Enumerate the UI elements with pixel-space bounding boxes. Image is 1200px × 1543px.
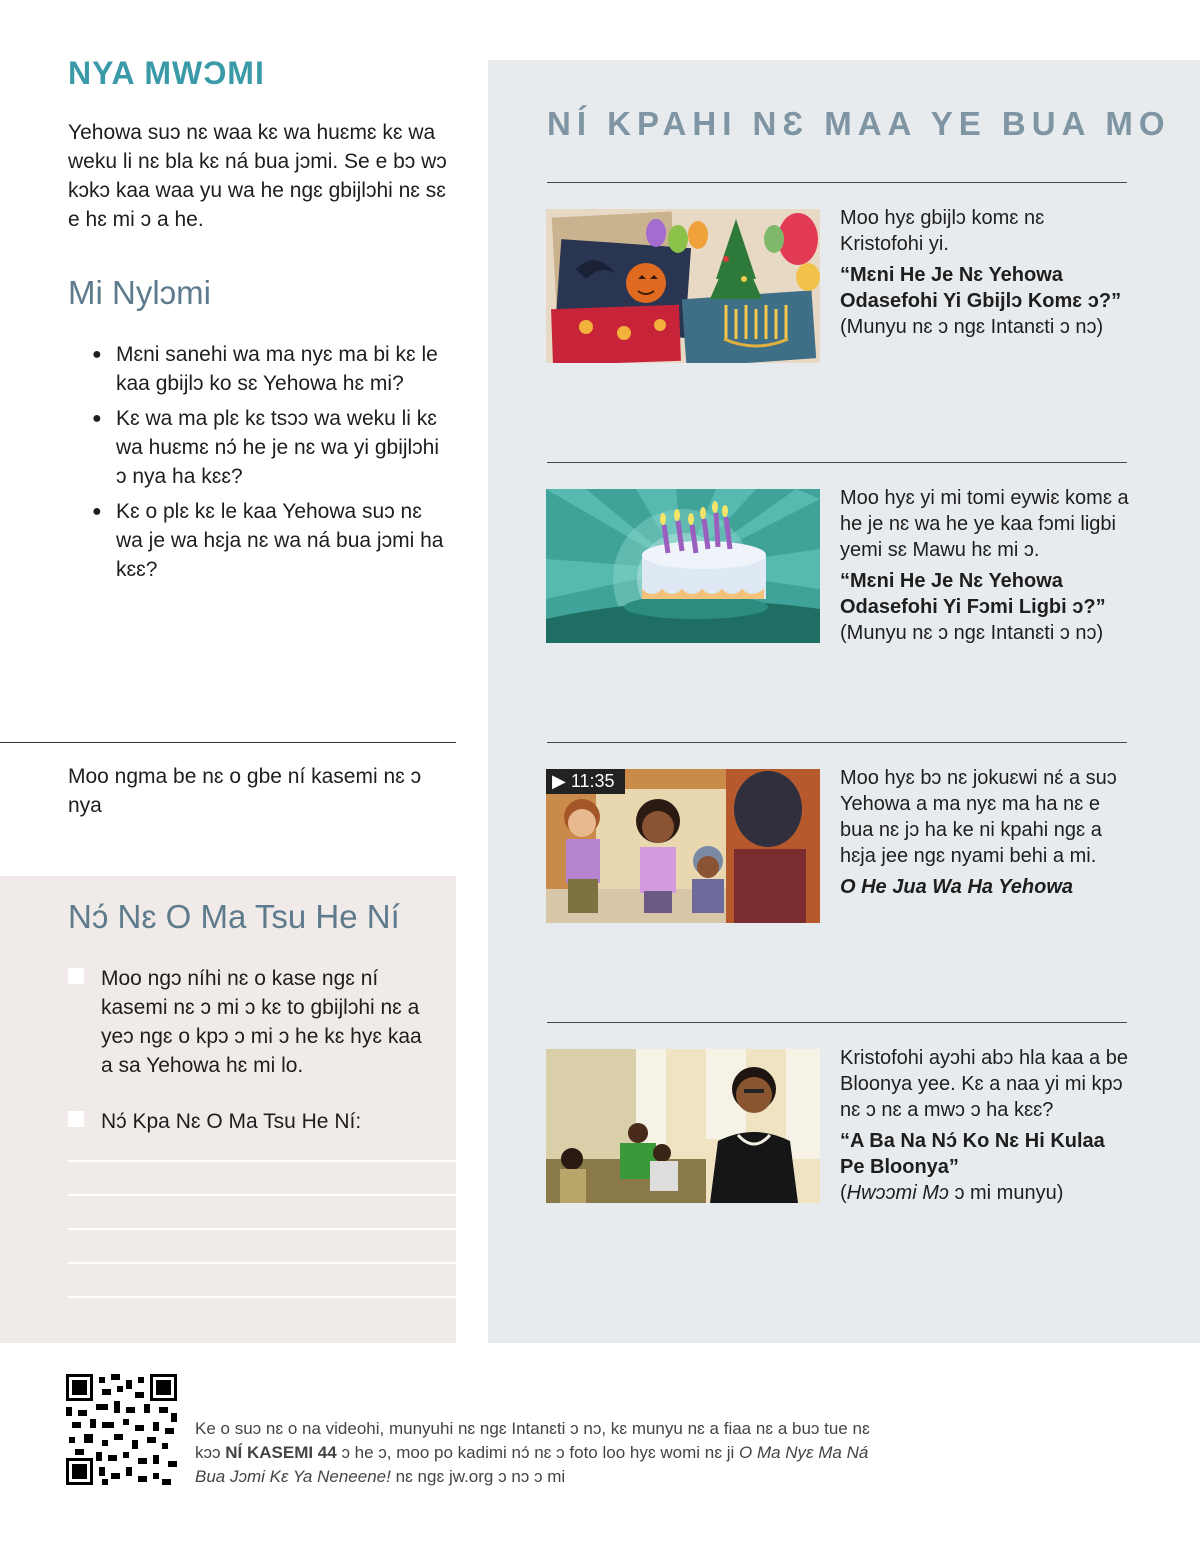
qr-code-icon[interactable] [66, 1374, 177, 1485]
bullet-icon: ● [92, 503, 102, 520]
goal-checkbox[interactable] [68, 968, 84, 984]
book-title: O Ma Nyɛ Ma Ná Bua Jɔmi Kɛ Ya Neneene! [195, 1443, 869, 1486]
resource-title-link[interactable]: “A Ba Na Nɔ́ Ko Nɛ Hi Kulaa Pe Bloonya” [840, 1130, 1105, 1178]
goal-title: Nɔ́ Nɛ O Ma Tsu He Ní [68, 898, 400, 935]
section-divider [0, 742, 456, 743]
goal-item [68, 964, 428, 1080]
review-question-list [92, 340, 452, 590]
footer-text-part: nɛ ngɛ jw.org ɔ nɔ ɔ mi [390, 1467, 566, 1486]
writing-line[interactable] [68, 1228, 456, 1230]
review-title: Mi Nylɔmi [68, 274, 211, 311]
resource-source: (Munyu nɛ ɔ ngɛ Intanɛti ɔ nɔ) [840, 316, 1104, 338]
footer-text [195, 1417, 875, 1489]
summary-text: Yehowa suɔ nɛ waa kɛ wa huɛmɛ kɛ wa weku li nɛ bla kɛ ná bua jɔmi. Se e bɔ wɔ kɔkɔ kaa waa yu wa he ngɛ gbijlɔhi nɛ sɛ e hɛ mi ɔ a he. [68, 121, 447, 231]
video-duration: 11:35 [570, 771, 615, 791]
review-question-text: Kɛ o plɛ kɛ le kaa Yehowa suɔ nɛ wa je wa hɛja nɛ wa ná bua jɔmi ha kɛɛ? [116, 500, 444, 581]
resource-description: Moo hyɛ yi mi tomi eywiɛ komɛ a he je nɛ wa he ye kaa fɔmi ligbi yemi sɛ Mawu hɛ mi ɔ. [840, 487, 1129, 561]
resource-entry [840, 485, 1130, 646]
resource-source: (Hwɔɔmi Mɔ ɔ mi munyu) [840, 1182, 1064, 1204]
writing-line[interactable] [68, 1194, 456, 1196]
goal-item-text: Moo ngɔ níhi nɛ o kase ngɛ ní kasemi nɛ ɔ mi ɔ kɛ to gbijlɔhi nɛ a yeɔ ngɛ o kpɔ ɔ mi ɔ he kɛ hyɛ kaa a sa Yehowa hɛ mi lo. [101, 967, 422, 1077]
writing-line[interactable] [68, 1262, 456, 1264]
goal-item [68, 1107, 428, 1136]
holiday-collage-image[interactable] [546, 209, 820, 363]
writing-line[interactable] [68, 1160, 456, 1162]
summary-title: NYA MWƆMI [68, 55, 265, 91]
review-question-text: Kɛ wa ma plɛ kɛ tsɔɔ wa weku li kɛ wa huɛmɛ nɔ́ he je nɛ wa yi gbijlɔhi ɔ nya ha kɛɛ? [116, 407, 440, 488]
resource-source: (Munyu nɛ ɔ ngɛ Intanɛti ɔ nɔ) [840, 622, 1104, 644]
resource-title-link[interactable]: “Mɛni He Je Nɛ Yehowa Odasefohi Yi Gbijlɔ Komɛ ɔ?” [840, 264, 1122, 312]
writing-line[interactable] [68, 1296, 456, 1298]
entry-divider [547, 742, 1127, 743]
footer-text-part: Ke o suɔ nɛ o na videohi, munyuhi nɛ ngɛ Intanɛti ɔ nɔ, kɛ munyu nɛ a fiaa nɛ a buɔ tue nɛ kɔɔ [195, 1419, 870, 1462]
resource-title-link[interactable]: “Mɛni He Je Nɛ Yehowa Odasefohi Yi Fɔmi Ligbi ɔ?” [840, 570, 1106, 618]
resource-description: Moo hyɛ bɔ nɛ jokuɛwi nɛ́ a suɔ Yehowa a ma nyɛ ma ha nɛ e bua nɛ jɔ ha ke ni kpahi ngɛ a hɛja jee ngɛ nyami behi a mi. [840, 767, 1117, 867]
explore-title: NÍ KPAHI NƐ MAA YE BUA MO [547, 105, 1171, 142]
completion-date-prompt: Moo ngma be nɛ o gbe ní kasemi nɛ ɔ nya [68, 765, 422, 817]
entry-divider [547, 462, 1127, 463]
birthday-cake-image[interactable] [546, 489, 820, 643]
animated-children-video[interactable] [546, 769, 820, 923]
goal-item-text: Nɔ́ Kpa Nɛ O Ma Tsu He Ní: [101, 1110, 362, 1133]
play-icon: ▶ [552, 771, 566, 791]
resource-description: Moo hyɛ gbijlɔ komɛ nɛ Kristofohi yi. [840, 207, 1045, 255]
resource-entry [840, 205, 1130, 340]
bullet-icon: ● [92, 346, 102, 363]
review-question [92, 340, 452, 398]
source-publication-name: Hwɔɔmi Mɔ [846, 1182, 949, 1204]
video-duration-badge [546, 769, 625, 794]
resource-title-link[interactable]: O He Jua Wa Ha Yehowa [840, 876, 1074, 898]
resource-description: Kristofohi ayɔhi abɔ hla kaa a be Bloonya yee. Kɛ a naa yi mi kpɔ nɛ ɔ nɛ a mwɔ ɔ ha kɛɛ? [840, 1047, 1128, 1121]
source-rest: ɔ mi munyu) [948, 1182, 1064, 1204]
resource-entry [840, 765, 1130, 900]
woman-portrait-image[interactable] [546, 1049, 820, 1203]
goal-checkbox[interactable] [68, 1111, 84, 1127]
bullet-icon: ● [92, 410, 102, 427]
review-question [92, 497, 452, 584]
review-question-text: Mɛni sanehi wa ma nyɛ ma bi kɛ le kaa gbijlɔ ko sɛ Yehowa hɛ mi? [116, 343, 438, 395]
footer-text-part: ɔ he ɔ, moo po kadimi nɔ́ nɛ ɔ foto loo hyɛ womi nɛ ji [336, 1443, 739, 1462]
entry-divider [547, 1022, 1127, 1023]
lesson-number: NÍ KASEMI 44 [225, 1443, 337, 1462]
resource-entry [840, 1045, 1130, 1206]
entry-divider [547, 182, 1127, 183]
review-question [92, 404, 452, 491]
